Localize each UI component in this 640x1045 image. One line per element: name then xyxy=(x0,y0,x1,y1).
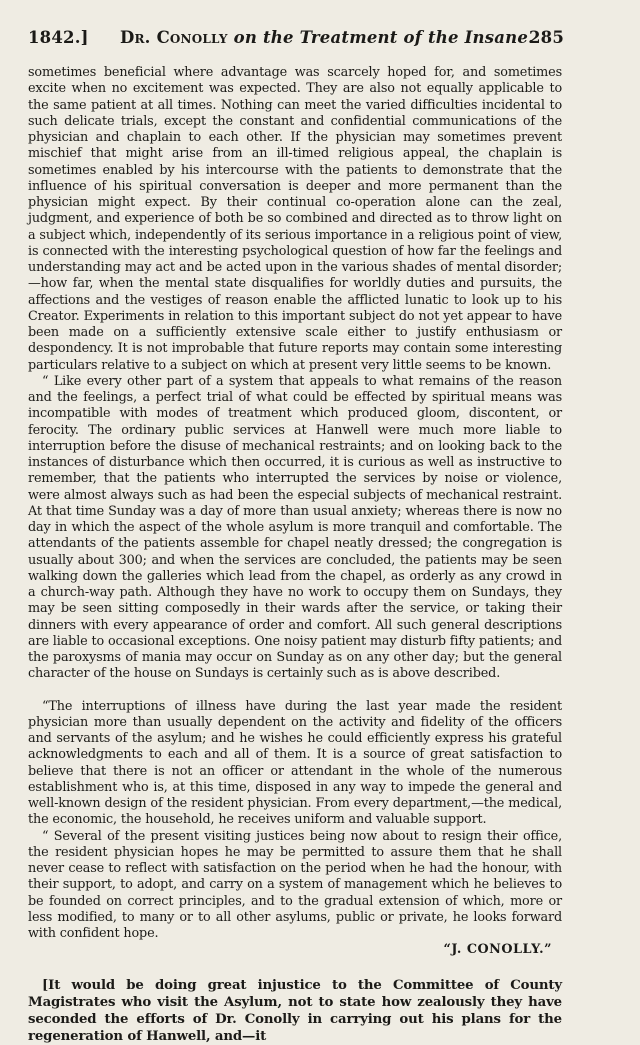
running-header xyxy=(28,28,564,50)
paragraph-3: “The interruptions of illness have during the last year made the resident physician more than usually dependent on the activity and fidelity of the officers and servants of the asylum; and he wishes he could efficiently express his grateful acknowledgments to each and all of them. It is a source of great satisfaction to believe that there is not an officer or attendant in the whole of the numerous establishment who is, at this time, disposed in any way to impede the general and well-known design of the resident physician. From every department,—the medical, the economic, the household, he receives uniform and valuable support. xyxy=(28,698,562,828)
spacer xyxy=(28,959,562,977)
paragraph-5: [It would be doing great injustice to the Committee of County Magistrates who visit the Asylum, not to state how zealously they have seconded the efforts of Dr. Conolly in carrying out his plans for the regeneration of Hanwell, and—it xyxy=(28,977,562,1044)
page-number: 285 xyxy=(528,28,564,47)
editorial-note xyxy=(28,977,562,1045)
header-title-rest: on the Treatment of the Insane. xyxy=(233,28,534,47)
signature: “J. CONOLLY.” xyxy=(443,942,552,958)
header-year: 1842.] xyxy=(28,28,89,47)
header-author: Dr. Conolly xyxy=(120,28,228,47)
page-body xyxy=(28,65,562,1045)
paragraph-2: “ Like every other part of a system that appeals to what remains of the reason and the feelings, a perfect trial of what could be effected by spiritual means was incompatible with modes of treatment which produced gloom, discontent, or ferocity. The ordinary public services at Hanwell were much more liable to interruption before the disuse of mechanical restraints; and on looking back to the instances of disturbance which then occurred, it is curious as well as instructive to remember, that the patients who interrupted the services by noise or violence, were almost always such as had been the especial subjects of mechanical restraint. At that time Sunday was a day of more than usual anxiety; whereas there is now no day in which the aspect of the whole asylum is more tranquil and comfortable. The attendants of the patients assemble for chapel neatly dressed; the congregation is usually about 300; and when the services are concluded, the patients may be seen walking down the galleries which lead from the chapel, as orderly as any crowd in a church-way path. Although they have no work to occupy them on Sundays, they may be seen sitting composedly in their wards after the service, or taking their dinners with every appearance of order and comfort. All such general descriptions are liable to occasional exceptions. One noisy patient may disturb fifty patients; and the paroxysms of mania may occur on Sunday as on any other day; but the general character of the house on Sundays is certainly such as is above described. xyxy=(28,373,562,682)
paragraph-4: “ Several of the present visiting justices being now about to resign their office, the resident physician hopes he may be permitted to assure them that he shall never cease to reflect with satisfaction on the period when he had the honour, with their support, to adopt, and carry on a system of management which he believes to be founded on correct principles, and to the gradual extension of which, more or less modified, to many or to all other asylums, public or private, he looks forward with confident hope. xyxy=(28,828,562,941)
header-title xyxy=(120,28,534,47)
paragraph-1: sometimes beneficial where advantage was scarcely hoped for, and sometimes excite when no excitement was expected. They are also not equally applicable to the same patient at all times. Nothing can meet the varied difficulties incidental to such delicate trials, except the constant and confidential communications of the physician and chaplain to each other. If the physician may sometimes prevent mischief that might arise from an ill-timed religious appeal, the chaplain is sometimes enabled by his intercourse with the patients to demonstrate that the influence of his spiritual conversation is deeper and more permanent than the physician might expect. By their continual co-operation alone can the zeal, judgment, and experience of both be so combined and directed as to throw light on a subject which, independently of its serious importance in a religious point of view, is connected with the interesting psychological question of how far the feelings and understanding may act and be acted upon in the various shades of mental disorder;—how far, when the mental state disqualifies for worldly duties and pursuits, the affections and the vestiges of reason enable the afflicted lunatic to look up to his Creator. Experiments in relation to this important subject do not yet appear to have been made on a sufficiently extensive scale either to justify enthusiasm or despondency. It is not improbable that future reports may contain some interesting particulars relative to a subject on which at present very little seems to be known. xyxy=(28,65,562,373)
spacer xyxy=(28,683,562,699)
